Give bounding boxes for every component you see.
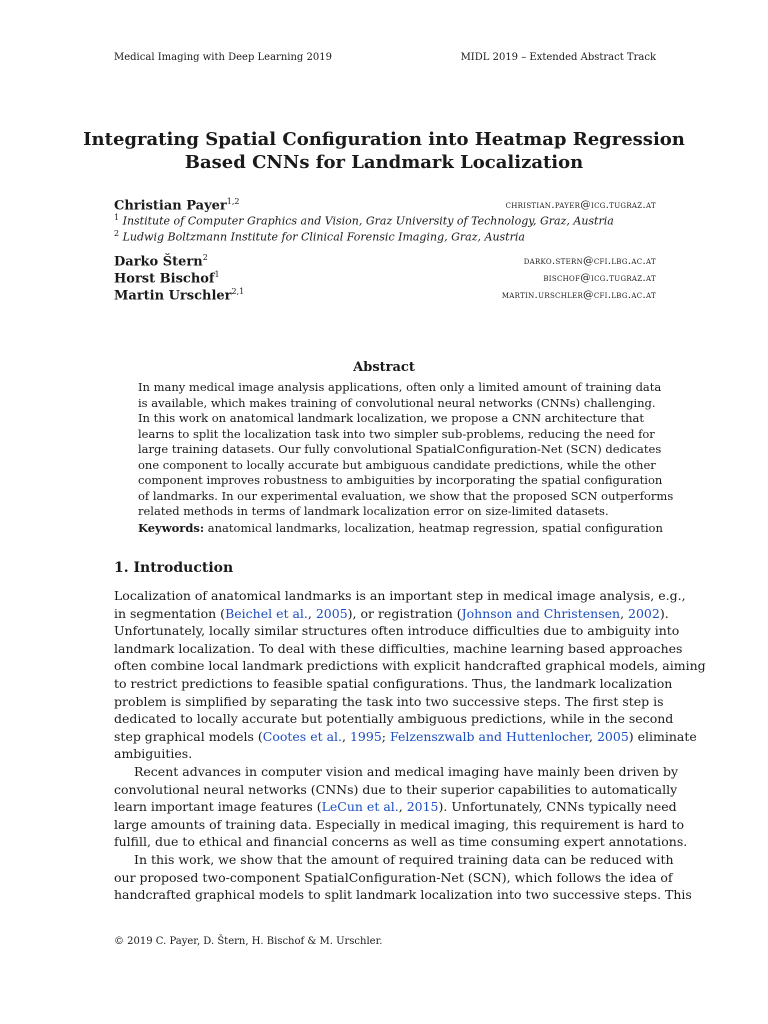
- body-line: [114, 694, 664, 709]
- abstract-line: learns to split the localization task into two simpler sub-problems, reducing the need for: [138, 426, 655, 441]
- body-text: learn important image features (: [114, 799, 322, 815]
- body-text: ,: [342, 728, 350, 744]
- body-text: step graphical models (: [114, 728, 263, 744]
- citation-link[interactable]: 2002: [628, 605, 660, 621]
- citation-link[interactable]: Johnson and Christensen: [461, 605, 621, 621]
- body-text: Localization of anatomical landmarks is an important step in medical image analysis, e.g.,: [114, 588, 686, 603]
- abstract-line: In many medical image analysis applications, often only a limited amount of training data: [138, 380, 662, 394]
- body-line: [114, 606, 669, 621]
- author-email: bischof@icg.tugraz.at: [543, 272, 656, 284]
- body-text: Recent advances in computer vision and medical imaging have mainly been driven by: [134, 764, 679, 779]
- body-text: landmark localization. To deal with these difficulties, machine learning based approaches: [114, 640, 683, 656]
- body-text: ,: [589, 728, 597, 744]
- running-head-right: MIDL 2019 – Extended Abstract Track: [460, 52, 656, 63]
- citation-link[interactable]: 2005: [315, 605, 348, 621]
- body-text: ;: [381, 728, 390, 744]
- citation-link[interactable]: Beichel et al.: [225, 605, 308, 621]
- body-line: [114, 817, 684, 832]
- body-text: our proposed two-component SpatialConfiguration-Net (SCN), which follows the idea of: [114, 869, 673, 885]
- body-text: ), or registration (: [347, 605, 462, 621]
- body-text: handcrafted graphical models to split landmark localization into two successive steps. This: [114, 887, 692, 903]
- body-text: fulfill, due to ethical and financial concerns as well as time consuming expert annotations.: [114, 834, 688, 850]
- abstract-line: one component to locally accurate but ambiguous candidate predictions, while the other: [138, 457, 656, 472]
- body-line: [114, 799, 677, 814]
- abstract-line: large training datasets. Our fully convolutional SpatialConfiguration-Net (SCN) dedicates: [138, 442, 662, 456]
- body-line: [114, 658, 706, 673]
- body-line: [114, 588, 686, 603]
- body-line: [134, 764, 678, 779]
- citation-link[interactable]: Felzenszwalb and Huttenlocher: [389, 728, 590, 744]
- body-text: to restrict predictions to feasible spatial configurations. Thus, the landmark localization: [114, 676, 673, 691]
- body-text: convolutional neural networks (CNNs) due to their superior capabilities to automatically: [114, 781, 678, 797]
- body-text: in segmentation (: [114, 605, 226, 621]
- abstract-heading: Abstract: [353, 360, 415, 375]
- body-text: ). Unfortunately, CNNs typically need: [438, 799, 677, 815]
- body-line: [114, 623, 679, 638]
- body-line: [114, 782, 677, 797]
- body-line: [114, 676, 672, 691]
- body-text: large amounts of training data. Especially in medical imaging, this requirement is hard to: [114, 816, 685, 832]
- affiliation-1: $^1$ Institute of Computer Graphics and Vision, Graz University of Technology, Graz, Austria: [114, 213, 614, 228]
- citation-link[interactable]: 1995: [349, 728, 382, 744]
- body-text: dedicated to locally accurate but potentially ambiguous predictions, while in the second: [114, 711, 674, 727]
- body-text: ,: [620, 605, 629, 621]
- affiliation-2: $^2$ Ludwig Boltzmann Institute for Clinical Forensic Imaging, Graz, Austria: [114, 229, 525, 244]
- section-heading: 1. Introduction: [114, 560, 234, 576]
- abstract-line: of landmarks. In our experimental evaluation, we show that the proposed SCN outperforms: [138, 488, 674, 503]
- abstract-line: In this work on anatomical landmark localization, we propose a CNN architecture that: [138, 411, 644, 425]
- body-line: [134, 852, 674, 867]
- body-line: [114, 729, 697, 744]
- body-text: ).: [659, 605, 669, 621]
- body-line: [114, 641, 682, 656]
- copyright-footer: © 2019 C. Payer, D. Štern, H. Bischof & M. Urschler.: [114, 936, 383, 947]
- abstract-line: component improves robustness to ambiguities by incorporating the spatial configuration: [138, 473, 663, 487]
- body-text: problem is simplified by separating the task into two successive steps. The first step is: [114, 693, 664, 709]
- citation-link[interactable]: LeCun et al.: [321, 799, 399, 815]
- running-head-left: Medical Imaging with Deep Learning 2019: [114, 52, 332, 63]
- author-name: Christian Payer$^{1,2}$: [114, 197, 240, 214]
- body-line: [114, 870, 673, 885]
- citation-link[interactable]: 2005: [596, 728, 629, 744]
- paper-title-line-2: Based CNNs for Landmark Localization: [184, 152, 584, 173]
- abstract-line: related methods in terms of landmark localization error on size-limited datasets.: [138, 504, 609, 518]
- body-text: ambiguities.: [114, 746, 193, 762]
- body-line: [114, 746, 192, 761]
- body-text: ) eliminate: [628, 728, 697, 744]
- citation-link[interactable]: 2015: [406, 799, 439, 815]
- citation-link[interactable]: Cootes et al.: [262, 728, 343, 744]
- body-text: In this work, we show that the amount of required training data can be reduced with: [134, 852, 674, 867]
- author-email: darko.stern@cfi.lbg.ac.at: [523, 255, 656, 267]
- abstract-line: is available, which makes training of convolutional neural networks (CNNs) challenging.: [138, 395, 656, 410]
- body-line: [114, 711, 673, 726]
- author-name: Darko Štern$^2$: [114, 253, 208, 270]
- body-text: often combine local landmark predictions with explicit handcrafted graphical models, aiming: [114, 658, 706, 674]
- author-name: Horst Bischof$^1$: [114, 270, 220, 287]
- body-line: [114, 887, 692, 902]
- author-email: martin.urschler@cfi.lbg.ac.at: [501, 289, 656, 301]
- body-text: Unfortunately, locally similar structures often introduce difficulties due to ambiguity into: [114, 623, 680, 639]
- author-name: Martin Urschler$^{2,1}$: [114, 287, 245, 304]
- keywords-line: Keywords: anatomical landmarks, localization, heatmap regression, spatial configuration: [138, 521, 663, 535]
- body-text: ,: [398, 799, 407, 815]
- body-text: ,: [307, 605, 316, 621]
- author-email: christian.payer@icg.tugraz.at: [505, 199, 656, 211]
- paper-title-line-1: Integrating Spatial Configuration into Heatmap Regression: [83, 129, 685, 150]
- body-line: [114, 834, 687, 849]
